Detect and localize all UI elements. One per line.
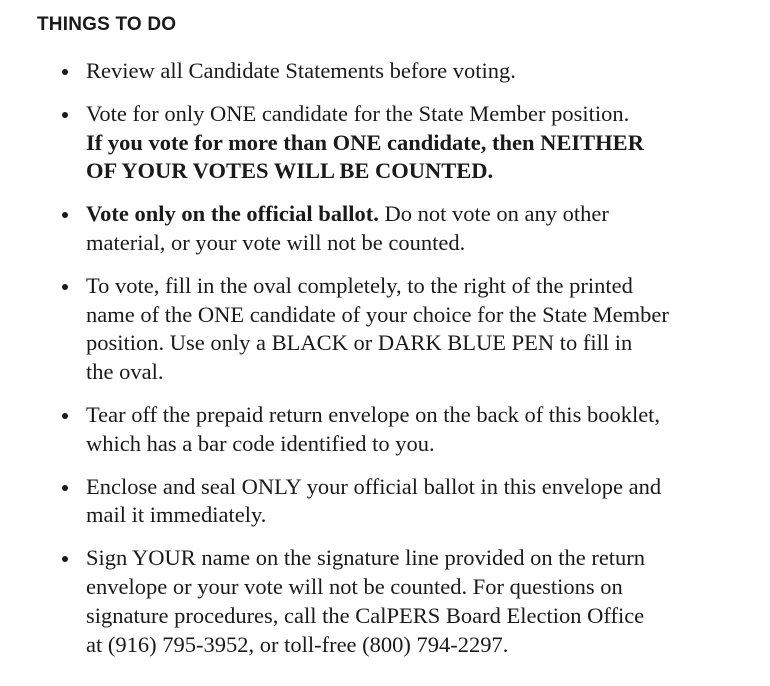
bullet-icon xyxy=(62,485,68,491)
bullet-icon xyxy=(62,413,68,419)
section-heading: THINGS TO DO xyxy=(37,14,177,35)
text-line xyxy=(86,229,762,258)
bullet-icon xyxy=(62,112,68,118)
text-line xyxy=(86,100,762,129)
body-text: Review all Candidate Statements before voting. xyxy=(86,58,516,83)
body-text: To vote, fill in the oval completely, to the right of the printed xyxy=(86,272,633,298)
list-item xyxy=(62,200,762,258)
emphasized-text: Vote only on the official ballot. xyxy=(86,201,379,227)
bullet-icon xyxy=(62,69,68,75)
list-item xyxy=(62,544,762,659)
body-text: Vote for only ONE candidate for the State Member position. xyxy=(86,100,630,126)
body-text: mail it immediately. xyxy=(86,502,267,528)
text-line xyxy=(86,157,762,186)
text-line xyxy=(86,430,762,459)
things-to-do-list xyxy=(62,57,762,673)
text-line xyxy=(86,573,762,602)
text-line xyxy=(86,200,762,229)
text-line xyxy=(86,602,762,631)
list-item xyxy=(62,401,762,459)
text-line xyxy=(86,57,762,86)
text-line xyxy=(86,129,762,158)
body-text: which has a bar code identified to you. xyxy=(86,430,435,456)
text-line xyxy=(86,301,762,330)
body-text: the oval. xyxy=(86,359,164,385)
list-item xyxy=(62,272,762,387)
list-item xyxy=(62,57,762,86)
text-line xyxy=(86,501,762,530)
text-line xyxy=(86,358,762,387)
text-line xyxy=(86,272,762,301)
text-line xyxy=(86,631,762,660)
body-text: Do not vote on any other xyxy=(378,201,609,227)
text-line xyxy=(86,473,762,502)
body-text: material, or your vote will not be counted. xyxy=(86,229,466,255)
body-text: signature procedures, call the CalPERS Board Election Office xyxy=(86,602,645,628)
body-text: envelope or your vote will not be counted. For questions on xyxy=(86,573,623,599)
emphasized-text: OF YOUR VOTES WILL BE COUNTED. xyxy=(86,158,494,184)
body-text: at (916) 795-3952, or toll-free (800) 794-2297. xyxy=(86,631,509,657)
emphasized-text: If you vote for more than ONE candidate, then NEITHER xyxy=(86,129,644,155)
text-line xyxy=(86,401,762,430)
list-item xyxy=(62,100,762,186)
list-item xyxy=(62,473,762,531)
bullet-icon xyxy=(62,556,68,562)
body-text: name of the ONE candidate of your choice for the State Member xyxy=(86,301,669,327)
text-line xyxy=(86,329,762,358)
text-line xyxy=(86,544,762,573)
body-text: Enclose and seal ONLY your official ballot in this envelope and xyxy=(86,473,662,499)
bullet-icon xyxy=(62,284,68,290)
body-text: Sign YOUR name on the signature line provided on the return xyxy=(86,545,646,571)
body-text: Tear off the prepaid return envelope on the back of this booklet, xyxy=(86,401,661,427)
bullet-icon xyxy=(62,212,68,218)
body-text: position. Use only a BLACK or DARK BLUE PEN to fill in xyxy=(86,330,633,356)
